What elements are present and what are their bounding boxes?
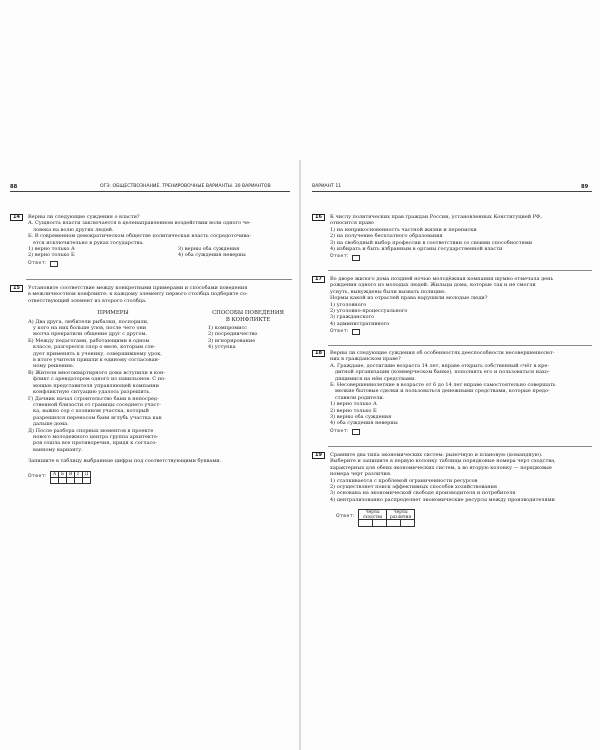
question-number: 18 <box>312 350 325 357</box>
question-line: А. Сущность власти заключается в целенаправленном воздействии воли одного че- <box>28 220 251 227</box>
options-column <box>28 246 118 259</box>
answer-grid <box>50 471 91 484</box>
question-line: характерных для обеих экономических систем, а во вторую колонку — порядковые <box>330 464 552 471</box>
question-line: в межличностном конфликте: к каждому элементу первого столбца подберите со- <box>28 291 248 298</box>
example-line: мощью представителя управляющей компании <box>33 382 159 389</box>
example-line: дует применять к ученику, совершившему урок, <box>33 350 162 357</box>
separator <box>26 279 292 280</box>
question-line: ставили родители. <box>335 394 385 401</box>
option: 2) осуществляет поиск эффективных способов хозяйствования <box>330 484 498 491</box>
answer-box[interactable] <box>50 261 58 267</box>
question-line: Сравните два типа экономических систем: рыночную и плановую (командную). <box>330 452 543 458</box>
question-line: Установите соответствие между конкретными примерами и способами поведения <box>28 285 248 291</box>
left-header-title: ОГЭ. ОБЩЕСТВОЗНАНИЕ. ТРЕНИРОВОЧНЫЕ ВАРИАНТЫ. 30 ВАРИАНТОВ <box>100 184 271 189</box>
option: 3) верны оба суждения <box>178 246 240 253</box>
question-line: Верны ли следующие суждения об особенностях дееспособности несовершеннолет- <box>330 350 555 356</box>
answer-row <box>330 254 542 260</box>
answer-label: Ответ: <box>336 514 356 520</box>
example-line: молча прекратили общение друг с другом. <box>33 331 147 338</box>
compare-table <box>358 509 415 527</box>
example-line: разрешился переносом бани вглубь участка как <box>33 414 162 421</box>
answer-label: Ответ: <box>28 260 48 266</box>
example-line: ров сошла все противоречия, придя к согласо- <box>33 440 158 447</box>
answer-row <box>28 471 288 484</box>
option: 4) оба суждения неверны <box>178 252 246 259</box>
question-line: относится право <box>330 220 374 227</box>
option: 4) избирать и быть избранным в органы государственной власти <box>330 246 503 253</box>
answer-cell[interactable] <box>401 520 415 527</box>
question-body <box>330 452 556 527</box>
answer-cell[interactable] <box>387 520 401 527</box>
question-number: 17 <box>312 276 325 283</box>
option: 1) верно только А <box>28 246 75 253</box>
option: 1) верно только А <box>330 401 377 408</box>
answer-row <box>28 261 268 267</box>
option: 3) на свободный выбор профессии в соответствии со своими способностями <box>330 239 533 246</box>
ways-heading: СПОСОБЫ ПОВЕДЕНИЯ В КОНФЛИКТЕ <box>212 310 284 323</box>
example-line: конфликтную ситуацию удалось разрешить. <box>33 389 151 396</box>
example-line: ванному варианту. <box>33 446 83 453</box>
answer-row <box>336 507 556 527</box>
grid-letter: Г <box>75 471 83 477</box>
option: 3) верны оба суждения <box>330 414 392 421</box>
answer-cell[interactable] <box>67 477 75 483</box>
question-line: рождения одного из молодых людей. Жильцы дома, которые так и не смогли <box>330 282 536 289</box>
question-line: мелкие бытовые сделки и пользоваться денежными средствами, которые предо- <box>335 388 550 395</box>
example-line: классе, разгорелся спор о меле, которым сле- <box>33 344 156 351</box>
option: 4) централизованно распределяет экономические ресурсы между производителями <box>330 496 555 503</box>
answer-cell[interactable] <box>359 520 373 527</box>
question-body <box>330 214 542 261</box>
option: 3) основана на экономической свободе производителя и потребителя <box>330 490 516 497</box>
examples-list <box>28 319 198 454</box>
question-line: Во дворе жилого дома поздней ночью молодёжная компания шумно отмечала день <box>330 276 554 282</box>
option: 1) сталкивается с проблемой ограниченности ресурсов <box>330 477 478 484</box>
question-number: 14 <box>10 214 23 221</box>
example-line: Г) Дачник начал строительство бани в непосред- <box>28 395 159 402</box>
options-grid <box>28 246 268 259</box>
answer-cell[interactable] <box>51 477 59 483</box>
left-page-number: 88 <box>10 184 18 190</box>
question-line: уснуть, вынуждены были вызвать полицию. <box>330 288 447 295</box>
matching-columns <box>28 310 288 453</box>
question-line: Нормы какой из отраслей права нарушили молодые люди? <box>330 295 488 302</box>
option: 2) уголовно-процессуального <box>330 308 408 315</box>
book-gutter <box>299 160 301 750</box>
example-line: фликт с арендатором одного из павильонов. С по- <box>33 376 166 383</box>
answer-cell[interactable] <box>373 520 387 527</box>
question-line: дящимися на нём средствами. <box>335 375 416 382</box>
option: 4) административного <box>330 320 390 327</box>
grid-letter: В <box>67 471 75 477</box>
answer-cell[interactable] <box>75 477 83 483</box>
option: 4) оба суждения неверны <box>330 420 398 427</box>
options-column <box>178 246 268 259</box>
left-header-rule <box>10 191 290 192</box>
option: 2) верно только Б <box>28 252 75 259</box>
question-line: номера черт различия. <box>330 471 392 478</box>
answer-row <box>330 429 555 435</box>
table-header-similar: Черты сходства <box>359 510 387 520</box>
option: 2) верно только Б <box>330 407 377 414</box>
separator <box>328 446 592 447</box>
example-line: Д) После разбора спорных моментов в проекте <box>28 427 154 434</box>
separator <box>328 270 592 271</box>
question-line: Выберите и запишите в первую колонку таблицы порядковые номера черт сходства, <box>330 458 556 465</box>
answer-box[interactable] <box>352 429 360 435</box>
way-option: 3) игнорирование <box>208 337 256 344</box>
answer-label: Ответ: <box>28 473 48 479</box>
ways-list <box>208 325 288 351</box>
example-line: нового молодежного центра группа архитекто- <box>33 433 159 440</box>
option: 1) уголовного <box>330 301 367 308</box>
answer-box[interactable] <box>352 329 360 335</box>
example-line: у кого на них больше улов, после чего они <box>33 325 147 332</box>
question-line: ловека на волю других людей. <box>33 226 114 233</box>
way-option: 1) компромисс <box>208 325 248 332</box>
option: 3) гражданского <box>330 314 375 321</box>
question-number: 16 <box>312 214 325 221</box>
question-text <box>330 452 556 503</box>
question-line: Б. Несовершеннолетние в возрасте от 6 до 14 лет вправе самостоятельно совершать <box>330 382 556 389</box>
question-line: Б. В современном демократическом обществе политическая власть сосредоточива- <box>28 233 251 240</box>
question-body <box>330 276 553 336</box>
question-line: ется исключительно в руках государства. <box>33 239 144 246</box>
example-line: В) Жители многоквартирного дома вступили в кон- <box>28 369 166 376</box>
answer-label: Ответ: <box>330 254 350 260</box>
example-line: ному решению. <box>33 363 75 370</box>
question-line: них в гражданском праве? <box>330 356 401 363</box>
separator <box>328 345 592 346</box>
option: 2) на получение бесплатного образования <box>330 233 443 240</box>
question-body <box>330 350 555 435</box>
examples-heading: ПРИМЕРЫ <box>97 310 129 317</box>
question-line: Верны ли следующие суждения о власти? <box>28 214 140 220</box>
answer-box[interactable] <box>352 255 360 261</box>
question-body <box>28 285 288 484</box>
answer-cell[interactable] <box>59 477 67 483</box>
question-number: 19 <box>312 452 325 459</box>
way-option: 2) посредничество <box>208 331 258 338</box>
question-line: А. Граждане, достигшие возраста 14 лет, вправе открыть собственный счёт в кре- <box>330 362 550 369</box>
question-line: К числу политических прав граждан России, установленных Конституцией РФ, <box>330 214 542 220</box>
right-header-rule <box>312 191 592 192</box>
grid-letter: Д <box>83 471 91 477</box>
answer-cell[interactable] <box>83 477 91 483</box>
examples-column <box>28 310 198 453</box>
question-intro <box>28 285 288 304</box>
question-line: дитной организации (коммерческом банке), пополнять его и пользоваться нахо- <box>335 369 550 376</box>
question-body <box>28 214 268 267</box>
grid-letter: А <box>51 471 59 477</box>
right-header-title: ВАРИАНТ 11 <box>312 184 342 189</box>
ways-column <box>198 310 288 453</box>
grid-letter: Б <box>59 471 67 477</box>
way-option: 4) уступка <box>208 344 236 351</box>
table-instruction: Запишите в таблицу выбранные цифры под соответствующими буквами. <box>28 458 222 465</box>
question-line: ответствующий элемент из второго столбца. <box>28 297 147 304</box>
question-number: 15 <box>10 285 23 292</box>
example-line: ка, важно сор с хозяином участка, который <box>33 408 149 415</box>
answer-label: Ответ: <box>330 428 350 434</box>
example-line: Б) Между педагогами, работающими в одном <box>28 337 150 344</box>
table-header-diff: Черты различия <box>387 510 415 520</box>
answer-row <box>330 329 553 335</box>
example-line: в итоге учителя пришли к единому согласован- <box>33 357 160 364</box>
example-line: дальше дома. <box>33 421 69 428</box>
right-page-number: 89 <box>581 184 589 190</box>
example-line: А) Два друга, любители рыбалки, поспорили, <box>28 318 149 325</box>
option: 1) на неприкосновенность частной жизни и переписки <box>330 226 477 233</box>
answer-label: Ответ: <box>330 329 350 335</box>
example-line: ственной близости от границы соседнего участ- <box>33 401 161 408</box>
